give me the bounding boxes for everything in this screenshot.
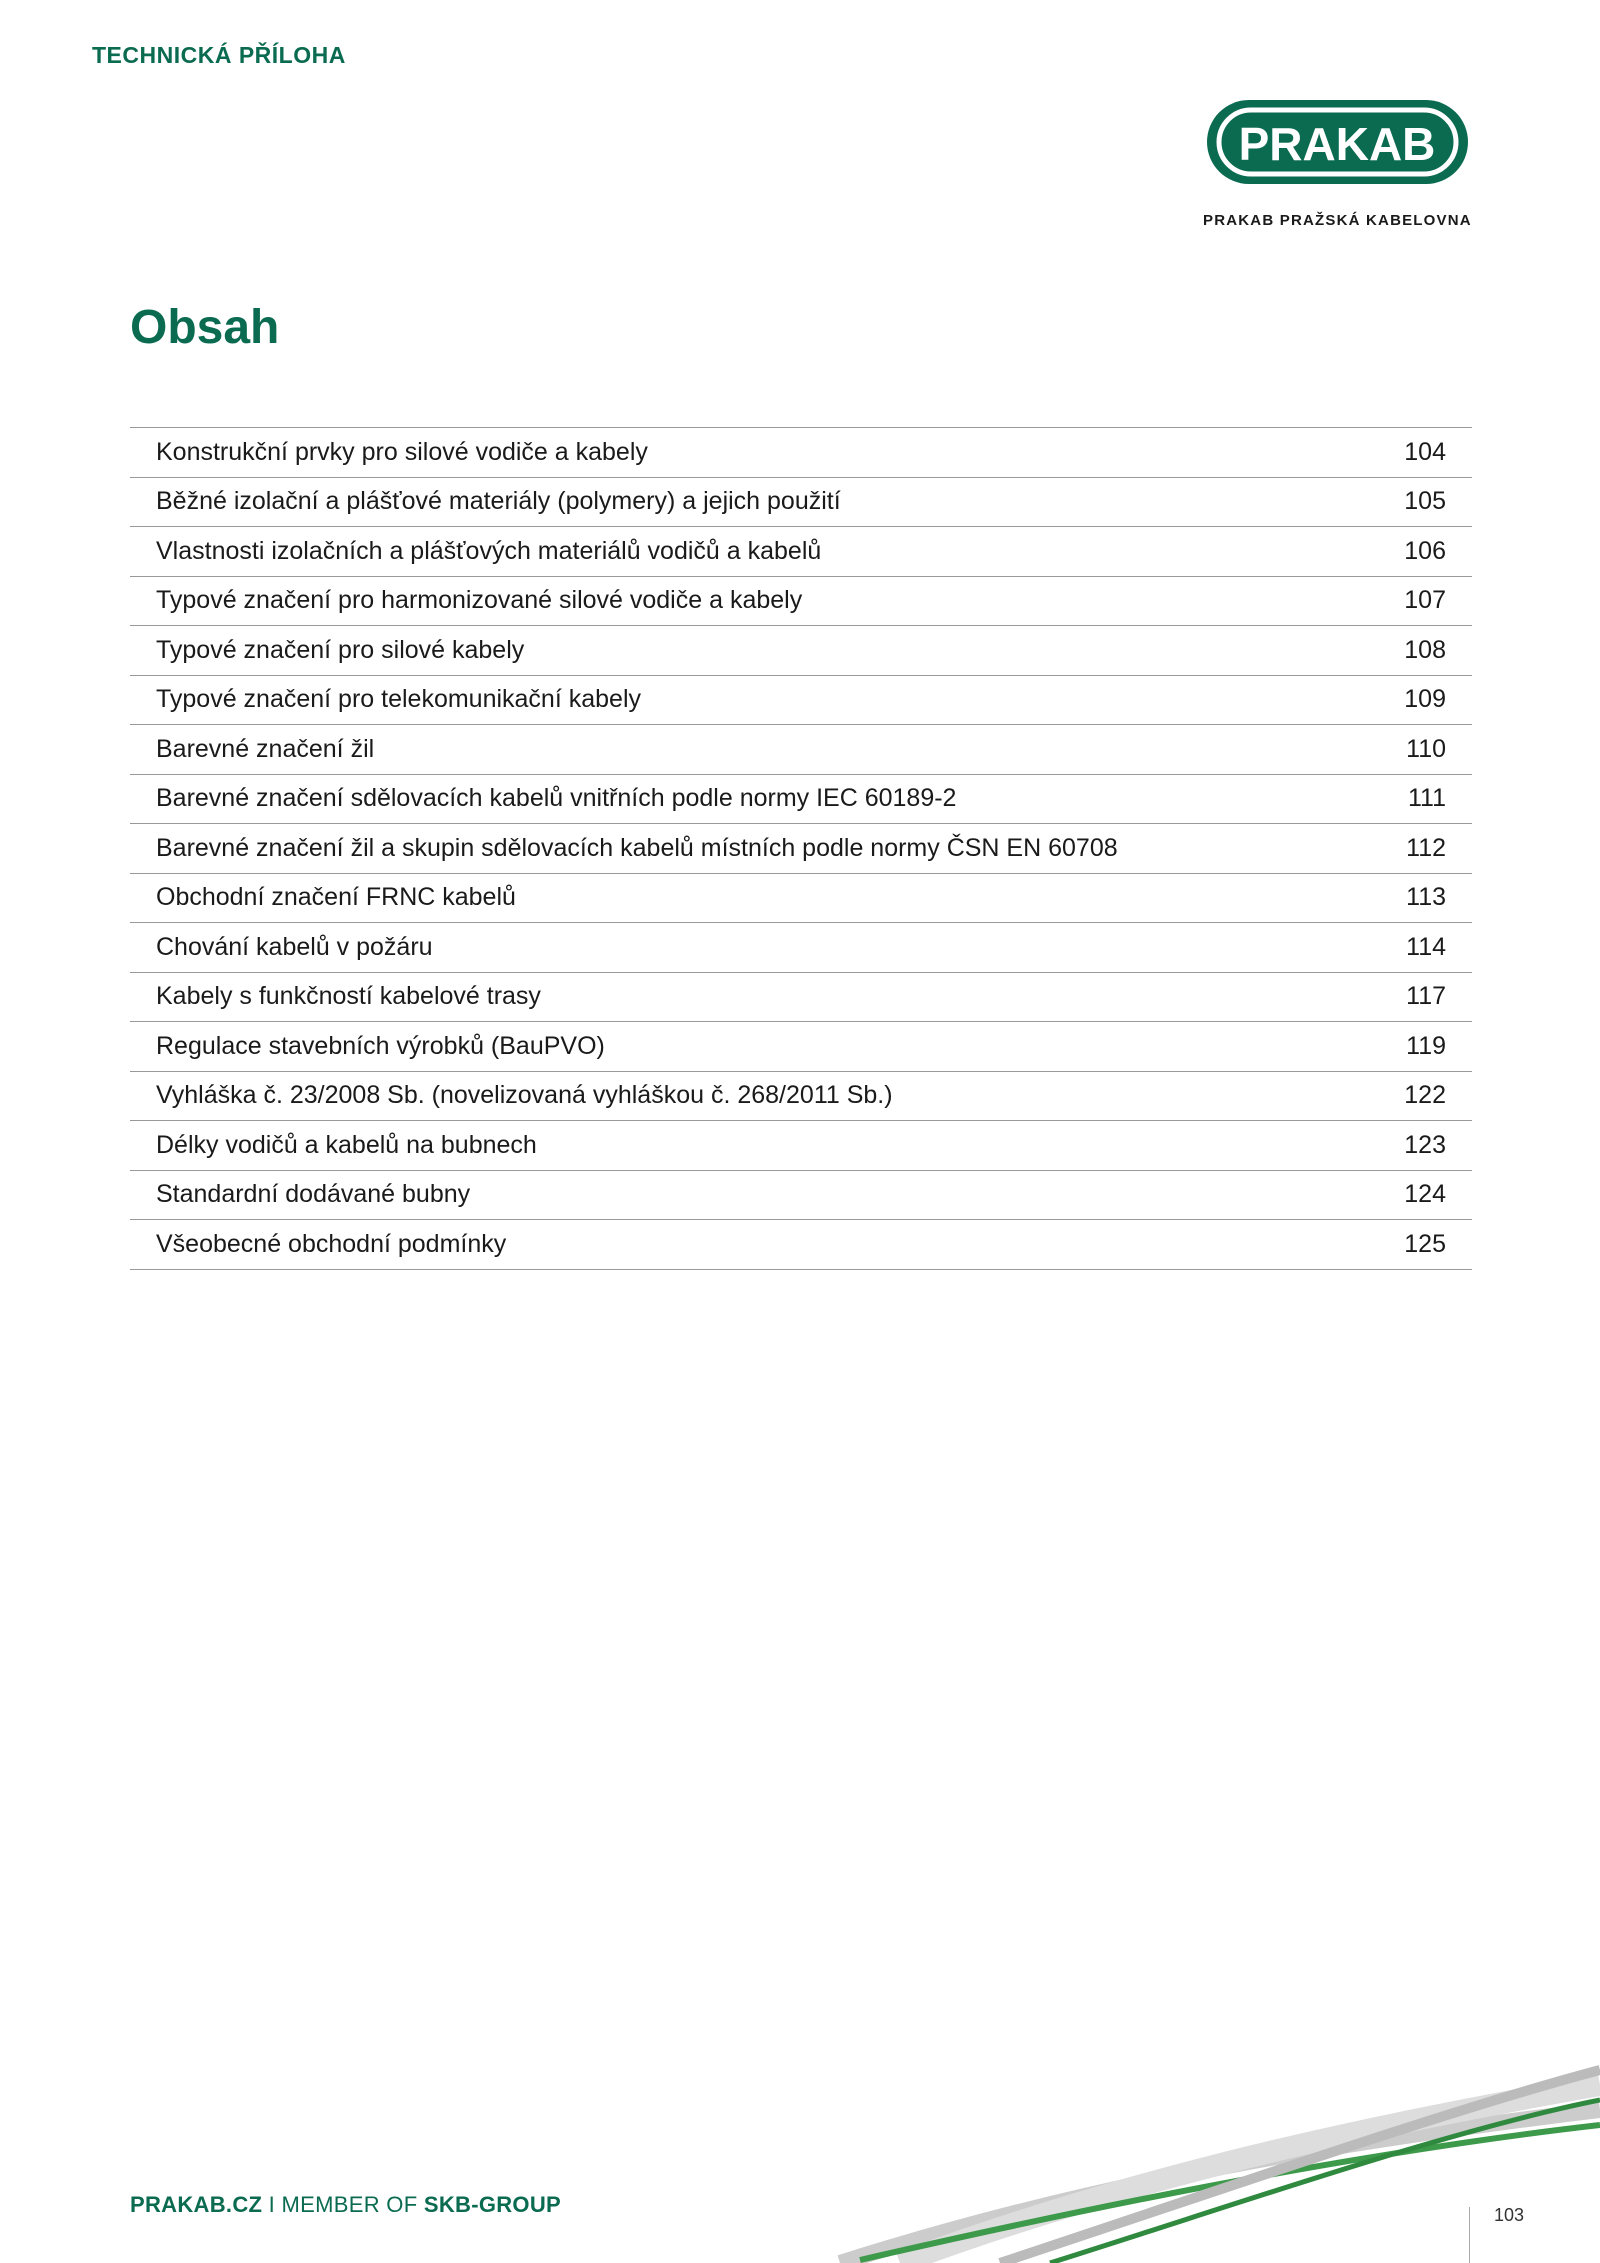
toc-entry-label: Regulace stavebních výrobků (BauPVO) [156, 1031, 605, 1060]
company-name: PRAKAB PRAŽSKÁ KABELOVNA [1203, 212, 1472, 229]
toc-entry-page: 124 [1404, 1180, 1446, 1209]
toc-entry-label: Standardní dodávané bubny [156, 1180, 471, 1209]
toc-entry[interactable] [130, 775, 1472, 825]
section-label: TECHNICKÁ PŘÍLOHA [92, 42, 346, 68]
toc-entry[interactable] [130, 874, 1472, 924]
toc-entry[interactable] [130, 725, 1472, 775]
toc-entry-page: 106 [1404, 536, 1446, 565]
toc-entry-page: 122 [1404, 1081, 1446, 1110]
toc-entry-label: Chování kabelů v požáru [156, 932, 433, 961]
toc-entry-label: Běžné izolační a plášťové materiály (polymery) a jejich použití [156, 487, 841, 516]
page-title: Obsah [130, 301, 280, 354]
toc-entry-label: Obchodní značení FRNC kabelů [156, 883, 516, 912]
toc-entry[interactable] [130, 428, 1472, 478]
toc-entry[interactable] [130, 1072, 1472, 1122]
toc-entry-label: Typové značení pro telekomunikační kabely [156, 685, 641, 714]
footer-site[interactable]: PRAKAB.CZ [130, 2192, 263, 2217]
toc-entry-page: 107 [1404, 586, 1446, 615]
toc-entry[interactable] [130, 1022, 1472, 1072]
toc-entry[interactable] [130, 478, 1472, 528]
logo-text: PRAKAB [1238, 118, 1436, 170]
toc-entry[interactable] [130, 527, 1472, 577]
toc-entry-page: 113 [1406, 883, 1446, 912]
toc-entry[interactable] [130, 577, 1472, 627]
toc-entry-page: 123 [1404, 1130, 1446, 1159]
prakab-logo [1205, 98, 1470, 186]
toc-entry-page: 114 [1406, 932, 1446, 961]
toc-entry-page: 117 [1406, 982, 1446, 1011]
footer-separator: I [262, 2192, 282, 2217]
toc-entry-label: Barevné značení žil [156, 734, 375, 763]
toc-entry-page: 110 [1406, 734, 1446, 763]
toc-entry-label: Barevné značení žil a skupin sdělovacích kabelů místních podle normy ČSN EN 60708 [156, 833, 1118, 862]
toc-entry-page: 109 [1404, 685, 1446, 714]
toc-entry[interactable] [130, 676, 1472, 726]
footer-group: SKB-GROUP [423, 2192, 562, 2217]
toc-entry[interactable] [130, 923, 1472, 973]
toc-entry[interactable] [130, 1220, 1472, 1270]
toc-entry-label: Vyhláška č. 23/2008 Sb. (novelizovaná vyhláškou č. 268/2011 Sb.) [156, 1081, 893, 1110]
footer-divider [1469, 2207, 1470, 2263]
toc-entry[interactable] [130, 626, 1472, 676]
toc-entry-page: 119 [1406, 1031, 1446, 1060]
page-number: 103 [1494, 2205, 1525, 2225]
footer-brand [130, 2192, 561, 2218]
toc-entry[interactable] [130, 1171, 1472, 1221]
toc-entry[interactable] [130, 1121, 1472, 1171]
toc-entry-label: Kabely s funkčností kabelové trasy [156, 982, 541, 1011]
toc-entry-label: Délky vodičů a kabelů na bubnech [156, 1130, 537, 1159]
toc-entry-page: 108 [1404, 635, 1446, 664]
toc-entry-page: 105 [1404, 487, 1446, 516]
toc-entry-page: 111 [1407, 784, 1446, 813]
table-of-contents [130, 427, 1472, 1270]
toc-entry[interactable] [130, 973, 1472, 1023]
toc-entry-page: 112 [1406, 833, 1446, 862]
toc-entry[interactable] [130, 824, 1472, 874]
toc-entry-page: 104 [1404, 437, 1446, 466]
toc-entry-page: 125 [1404, 1229, 1446, 1258]
toc-entry-label: Typové značení pro harmonizované silové vodiče a kabely [156, 586, 803, 615]
footer-member: MEMBER OF [281, 2192, 424, 2217]
toc-entry-label: Konstrukční prvky pro silové vodiče a kabely [156, 437, 648, 466]
toc-entry-label: Barevné značení sdělovacích kabelů vnitřních podle normy IEC 60189-2 [156, 784, 957, 813]
toc-entry-label: Všeobecné obchodní podmínky [156, 1229, 507, 1258]
toc-entry-label: Typové značení pro silové kabely [156, 635, 525, 664]
toc-entry-label: Vlastnosti izolačních a plášťových materiálů vodičů a kabelů [156, 536, 822, 565]
